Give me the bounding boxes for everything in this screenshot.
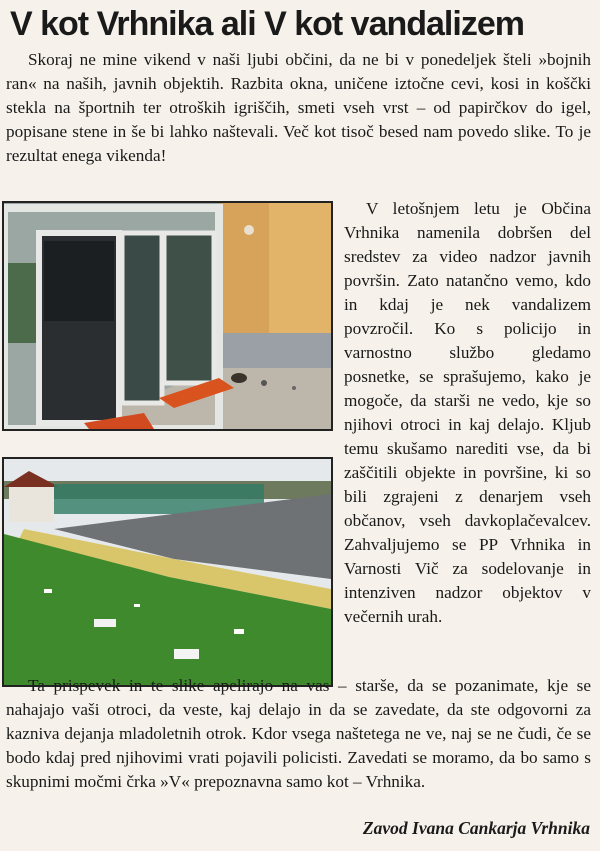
closing-paragraph: Ta prispevek in te slike apelirajo na vas – starše, da se pozanimate, kje se nahajajo vaši otroci, da veste, kaj delajo in da se zavedate, da ste odgovorni za kazniva dejanja mladoletnih otrok. Kdor vsega naštetega ne ve, naj se ne čudi, če se bodo kdaj pred njihovimi vrati pojavili policisti. Zavedati se moramo, da bo samo s skupnimi močmi črka »V« prepoznavna samo kot – Vrhnika. bbox=[6, 676, 591, 791]
side-column-text: V letošnjem letu je Občina Vrhnika namenila dobršen del sredstev za video nadzor javnih površin. Zato natančno vemo, kdo in kdaj je nek vandalizem povzročil. Ko s policijo in varnostno službo gledamo posnetke, se sprašujemo, kako je mogoče, da starši ne vedo, kje so njihovi otroci in kaj delajo. Kljub temu skušamo narediti vse, da bi zaščitili objekte in površine, ki so bili zgrajeni z denarjem vseh občanov, vseh davkoplačevalcev. Zahvaljujemo se PP Vrhnika in Varnosti Vič za sodelovanje in intenziven nadzor objektov v večernih urah. bbox=[344, 199, 591, 626]
intro-paragraph: Skoraj ne mine vikend v naši ljubi občini, da ne bi v ponedeljek šteli »bojnih ran« na naših, javnih objektih. Razbita okna, uničene iztočne cevi, kosi in koščki stekla na športnih ter otroških igriščih, smeti vseh vrst – od papirčkov do igel, popisane stene in še bi lahko naštevali. Več kot tisoč besed nam povedo slike. To je rezultat enega vikenda! bbox=[6, 50, 591, 165]
signature: Zavod Ivana Cankarja Vrhnika bbox=[362, 818, 590, 838]
article-title: V kot Vrhnika ali V kot vandalizem bbox=[10, 5, 524, 43]
photo-littered-playground bbox=[2, 457, 333, 687]
photo-vandalized-building bbox=[2, 201, 333, 431]
